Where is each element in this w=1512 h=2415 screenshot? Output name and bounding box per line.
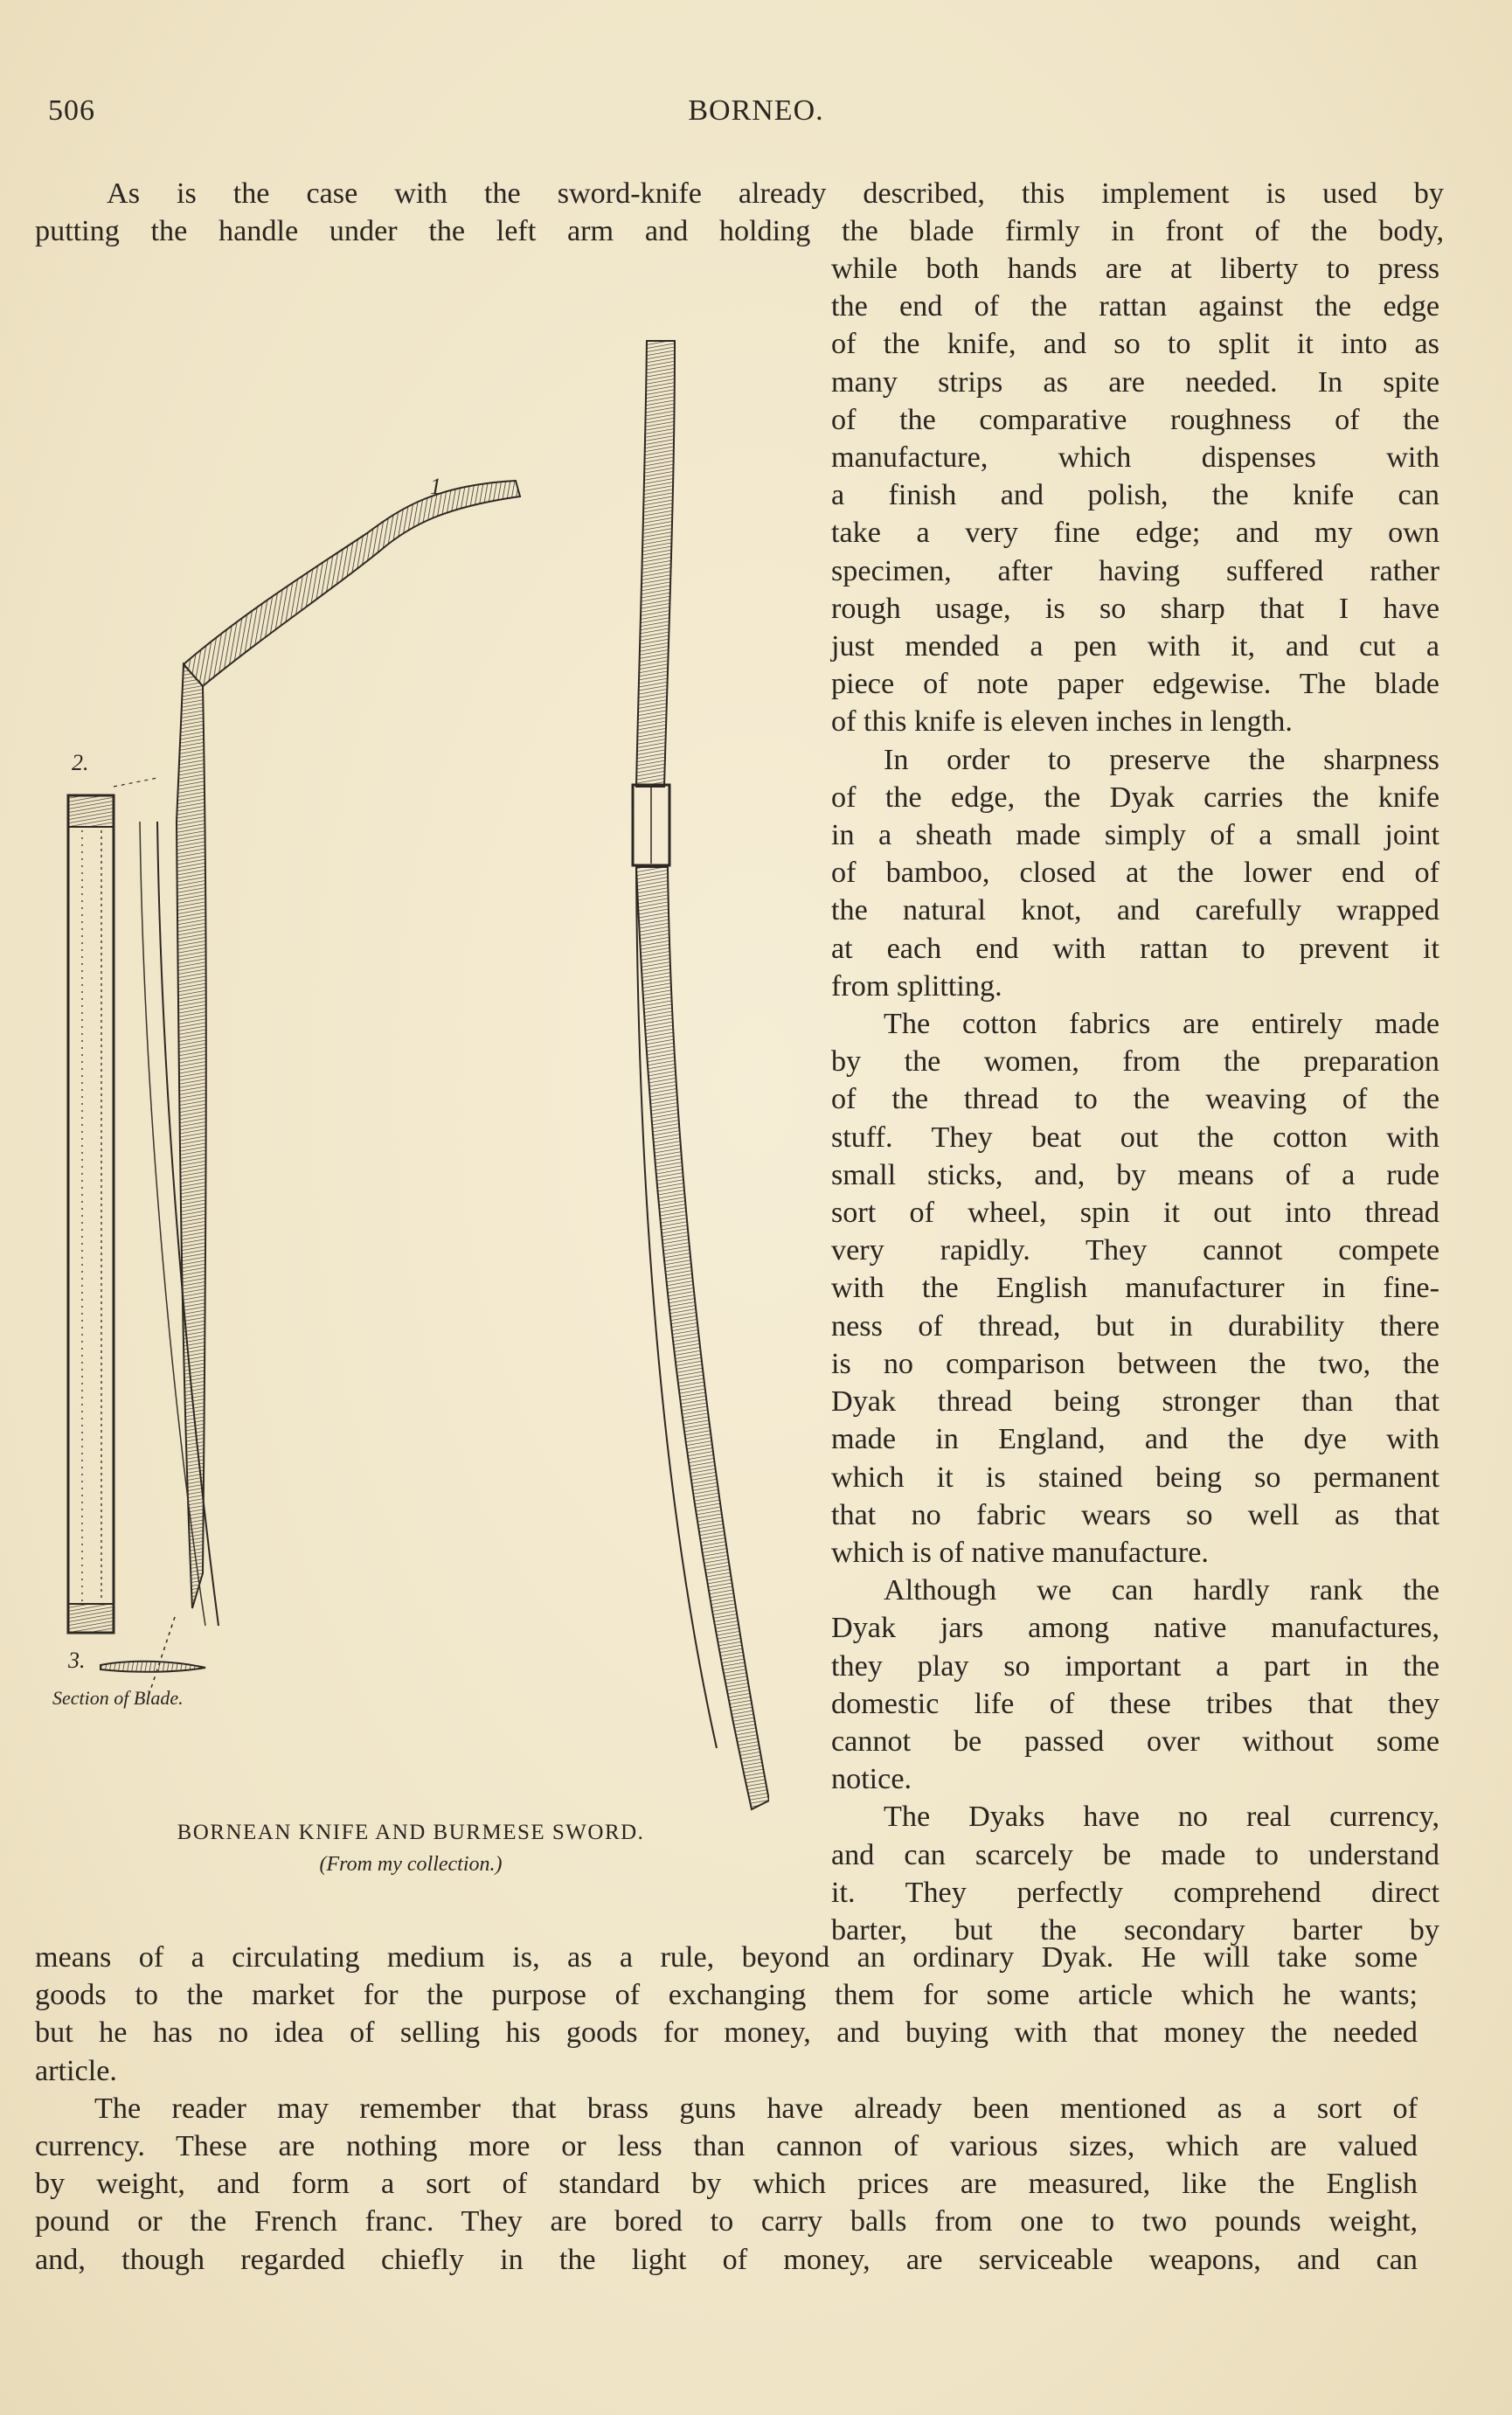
text-line: of the edge, the Dyak carries the knife xyxy=(831,781,1439,814)
text-line: The reader may remember that brass guns have already been mentioned as a sort of xyxy=(94,2092,1418,2125)
engraving-illustration xyxy=(52,332,769,1853)
text-line: article. xyxy=(35,2054,117,2087)
text-line: notice. xyxy=(831,1763,912,1796)
running-title: BORNEO. xyxy=(688,94,824,127)
figure-knife-and-sword xyxy=(52,332,769,1853)
text-line: that no fabric wears so well as that xyxy=(831,1498,1439,1531)
figure-section-note: Section of Blade. xyxy=(52,1687,184,1709)
knife-blade xyxy=(114,664,218,1696)
text-line: and can scarcely be made to understand xyxy=(831,1838,1439,1871)
burmese-sword xyxy=(633,341,769,1809)
knife-handle xyxy=(184,481,520,686)
text-line: of the thread to the weaving of the xyxy=(831,1083,1439,1116)
text-line: Dyak jars among native manufactures, xyxy=(831,1612,1439,1645)
text-line: they play so important a part in the xyxy=(831,1649,1439,1683)
text-line: by weight, and form a sort of standard by which prices are measured, like the English xyxy=(35,2168,1418,2201)
text-line: from splitting. xyxy=(831,969,1002,1003)
figure-caption: BORNEAN KNIFE AND BURMESE SWORD. xyxy=(177,1821,645,1844)
text-line: putting the handle under the left arm and holding the blade firmly in front of the body, xyxy=(35,215,1444,248)
text-line: stuff. They beat out the cotton with xyxy=(831,1121,1439,1154)
text-line: goods to the market for the purpose of exchanging them for some article which he wants; xyxy=(35,1979,1418,2012)
text-line: very rapidly. They cannot compete xyxy=(831,1234,1439,1267)
text-line: with the English manufacturer in fine- xyxy=(831,1272,1439,1305)
page-number: 506 xyxy=(48,94,95,127)
text-line: As is the case with the sword-knife already described, this implement is used by xyxy=(107,177,1444,210)
text-line: take a very fine edge; and my own xyxy=(831,517,1439,550)
figure-source: (From my collection.) xyxy=(319,1853,503,1876)
text-line: manufacture, which dispenses with xyxy=(831,441,1439,475)
text-line: means of a circulating medium is, as a rule, beyond an ordinary Dyak. He will take some xyxy=(35,1941,1418,1974)
text-line: at each end with rattan to prevent it xyxy=(831,932,1439,965)
text-line: which is of native manufacture. xyxy=(831,1536,1209,1569)
text-line: small sticks, and, by means of a rude xyxy=(831,1158,1439,1191)
text-line: while both hands are at liberty to press xyxy=(831,253,1439,285)
text-line: it. They perfectly comprehend direct xyxy=(831,1876,1439,1909)
text-line: currency. These are nothing more or less than cannon of various sizes, which are valued xyxy=(35,2130,1418,2163)
paragraph-top xyxy=(35,175,1444,250)
text-line: In order to preserve the sharpness xyxy=(884,743,1439,776)
text-line: but he has no idea of selling his goods for money, and buying with that money the needed xyxy=(35,2016,1418,2050)
paragraph-bottom xyxy=(35,1939,1418,2279)
text-line: of the knife, and so to split it into as xyxy=(831,328,1439,361)
text-line: and, though regarded chiefly in the light of money, are serviceable weapons, and can xyxy=(35,2243,1418,2276)
text-line: sort of wheel, spin it out into thread xyxy=(831,1197,1439,1230)
text-line: in a sheath made simply of a small joint xyxy=(831,819,1439,852)
text-line: which it is stained being so permanent xyxy=(831,1461,1439,1494)
text-line: by the women, from the preparation xyxy=(831,1045,1439,1079)
text-line: specimen, after having suffered rather xyxy=(831,554,1439,587)
text-line: Dyak thread being stronger than that xyxy=(831,1385,1439,1419)
figure-label-1: 1 xyxy=(430,474,441,499)
text-line: The Dyaks have no real currency, xyxy=(884,1801,1439,1834)
bamboo-sheath xyxy=(68,795,114,1633)
text-line: rough usage, is so sharp that I have xyxy=(831,592,1439,625)
text-line: of bamboo, closed at the lower end of xyxy=(831,857,1439,890)
text-line: Although we can hardly rank the xyxy=(884,1574,1439,1607)
text-column-right xyxy=(831,250,1439,1949)
text-line: of this knife is eleven inches in length. xyxy=(831,705,1293,739)
text-line: barter, but the secondary barter by xyxy=(831,1913,1439,1947)
text-line: just mended a pen with it, and cut a xyxy=(831,630,1439,663)
text-line: the end of the rattan against the edge xyxy=(831,290,1439,323)
figure-label-2: 2. xyxy=(72,750,89,775)
text-line: ness of thread, but in durability there xyxy=(831,1309,1439,1343)
text-line: The cotton fabrics are entirely made xyxy=(884,1008,1439,1041)
text-line: many strips as are needed. In spite xyxy=(831,365,1439,399)
text-line: is no comparison between the two, the xyxy=(831,1347,1439,1380)
text-line: pound or the French franc. They are bored to carry balls from one to two pounds weight, xyxy=(35,2205,1418,2238)
text-line: of the comparative roughness of the xyxy=(831,403,1439,436)
figure-label-3: 3. xyxy=(68,1648,86,1673)
text-line: piece of note paper edgewise. The blade xyxy=(831,668,1439,701)
blade-section xyxy=(101,1662,205,1672)
text-line: made in England, and the dye with xyxy=(831,1423,1439,1456)
text-line: the natural knot, and carefully wrapped xyxy=(831,894,1439,927)
text-line: a finish and polish, the knife can xyxy=(831,479,1439,512)
text-line: cannot be passed over without some xyxy=(831,1725,1439,1758)
text-line: domestic life of these tribes that they xyxy=(831,1687,1439,1720)
